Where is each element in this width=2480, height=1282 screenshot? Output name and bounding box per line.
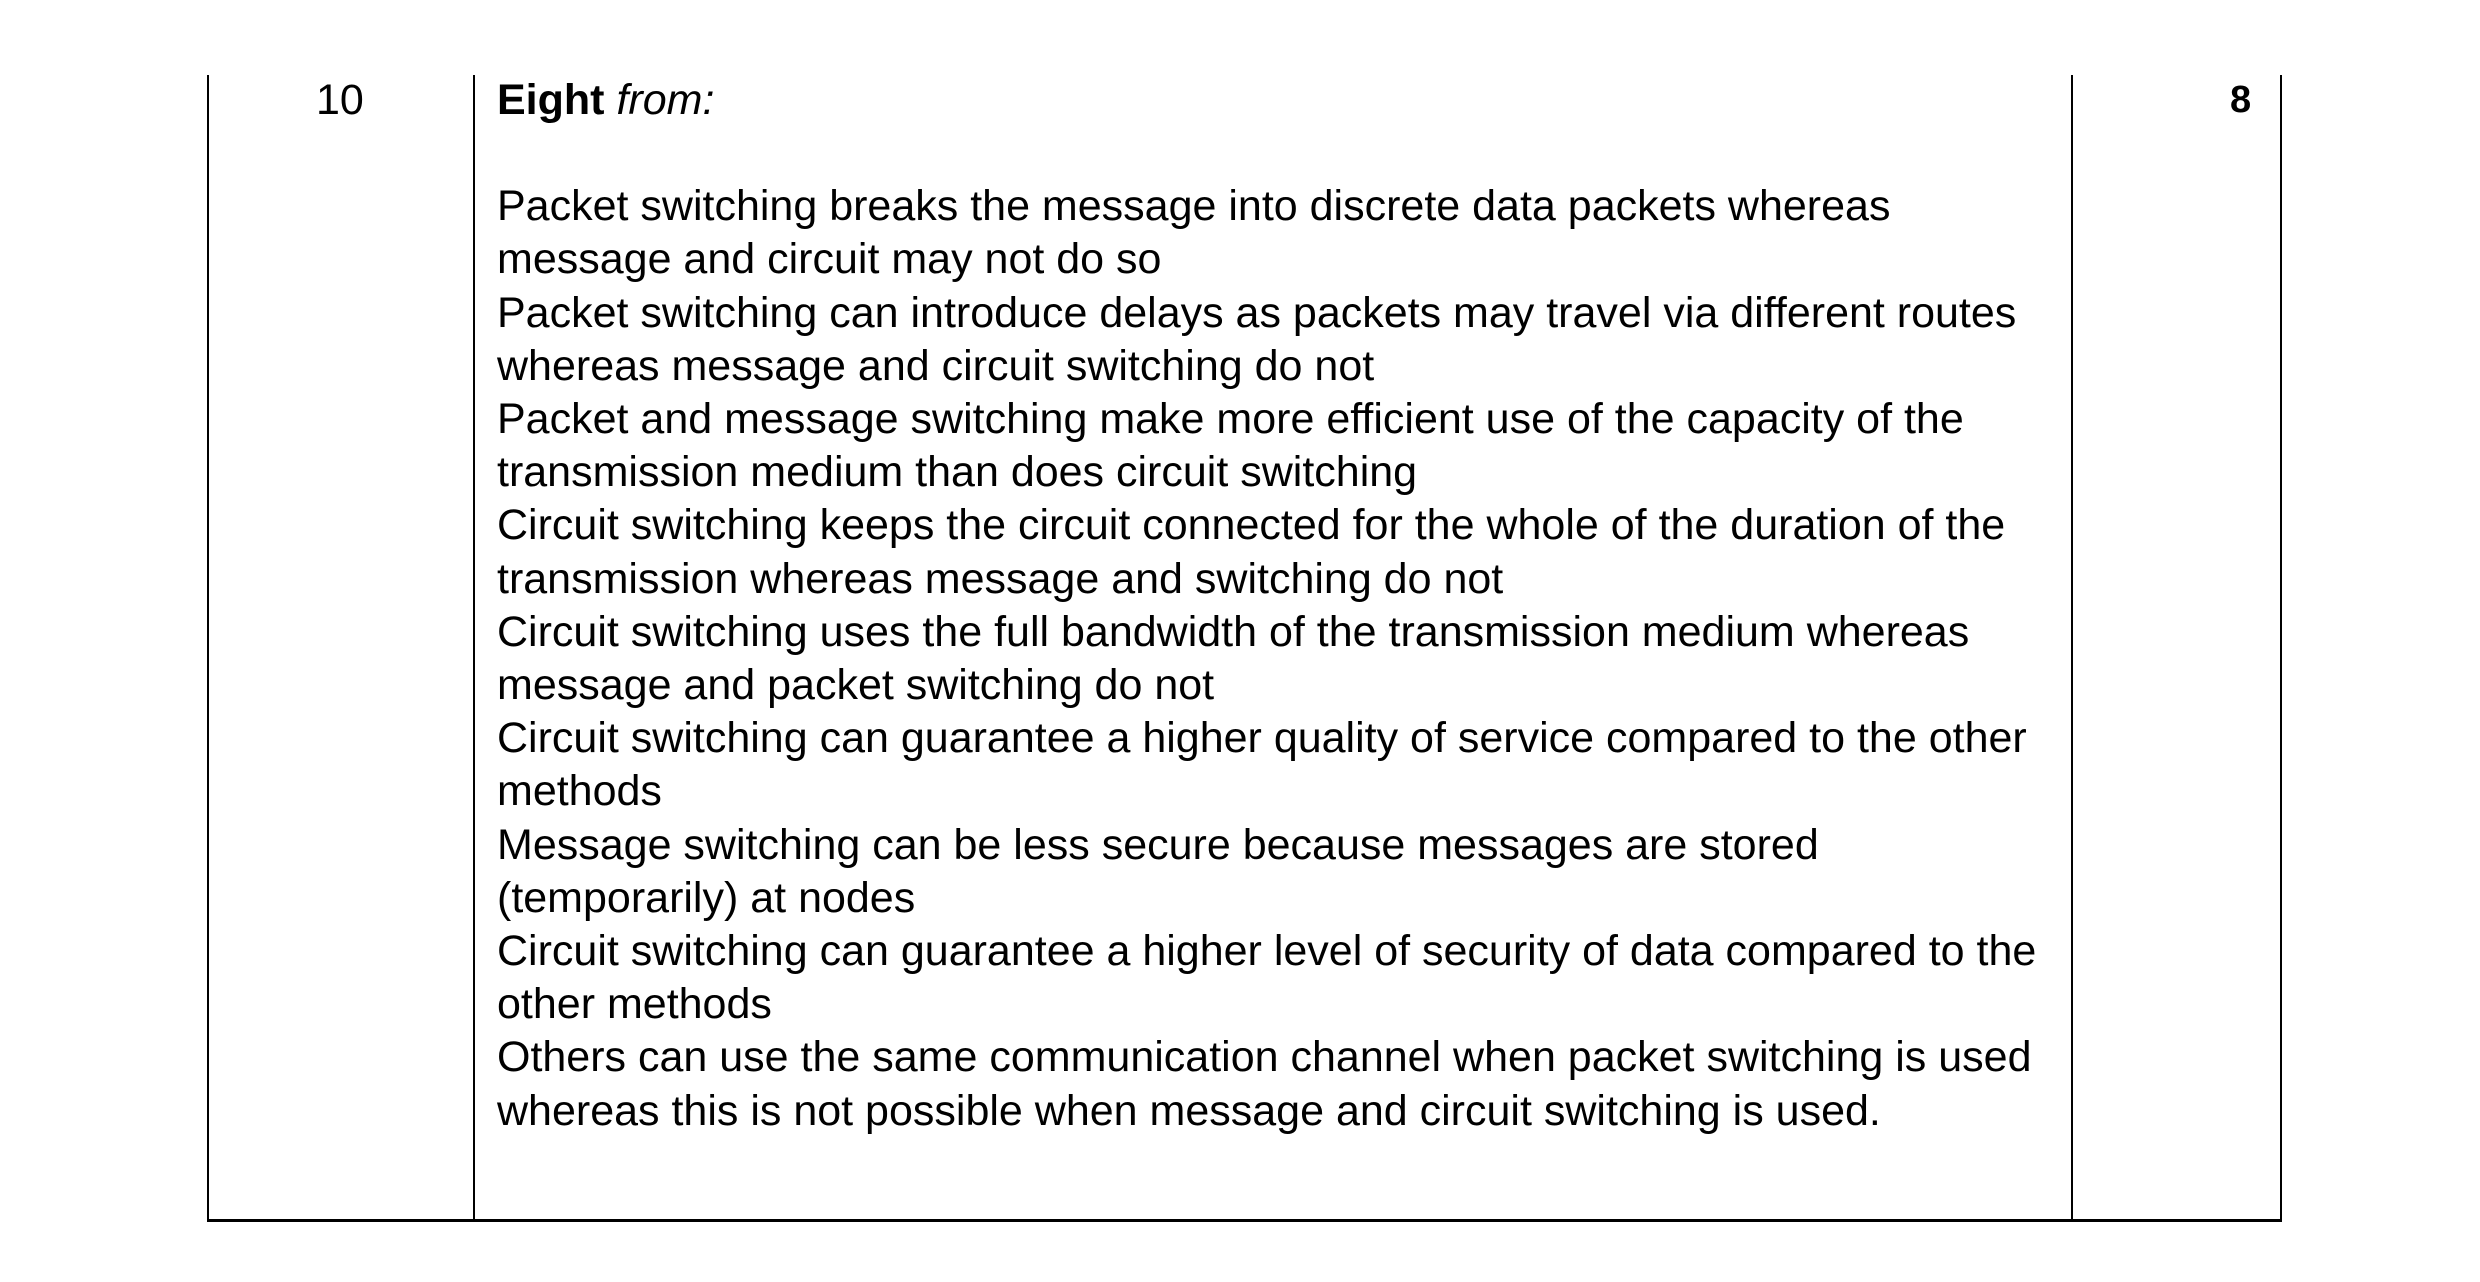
table-border-left — [207, 75, 209, 1222]
answer-point: Others can use the same communication channel when packet switching is used whereas this is not possible when message and circuit switching is used. — [497, 1033, 2032, 1135]
answer-point: Packet switching can introduce delays as packets may travel via different routes whereas message and circuit switching do not — [497, 288, 2017, 390]
answer-heading-bold: Eight — [497, 76, 605, 124]
table-bottom-border — [207, 1219, 2282, 1222]
answer-point: Message switching can be less secure because messages are stored (temporarily) at nodes — [497, 820, 1819, 922]
answer-heading-italic: from: — [616, 76, 715, 124]
answer-cell — [497, 74, 2067, 1138]
answer-point: Circuit switching can guarantee a higher level of security of data compared to the other methods — [497, 927, 2037, 1029]
answer-heading — [497, 74, 2067, 127]
marks-value: 8 — [2230, 79, 2252, 121]
answer-point: Circuit switching can guarantee a higher quality of service compared to the other methods — [497, 714, 2027, 816]
answer-point: Circuit switching uses the full bandwidth of the transmission medium whereas message and packet switching do not — [497, 607, 1970, 710]
question-number: 10 — [316, 76, 364, 124]
answer-point: Circuit switching keeps the circuit connected for the whole of the duration of the transmission whereas message and switching do not — [497, 501, 2006, 603]
answer-point: Packet switching breaks the message into discrete data packets whereas message and circuit may not do so — [497, 182, 1891, 284]
table-border-right — [2280, 75, 2282, 1222]
column-divider-question — [473, 75, 475, 1222]
column-divider-answer — [2071, 75, 2073, 1222]
answer-point: Packet and message switching make more efficient use of the capacity of the transmission medium than does circuit switching — [497, 395, 1964, 497]
